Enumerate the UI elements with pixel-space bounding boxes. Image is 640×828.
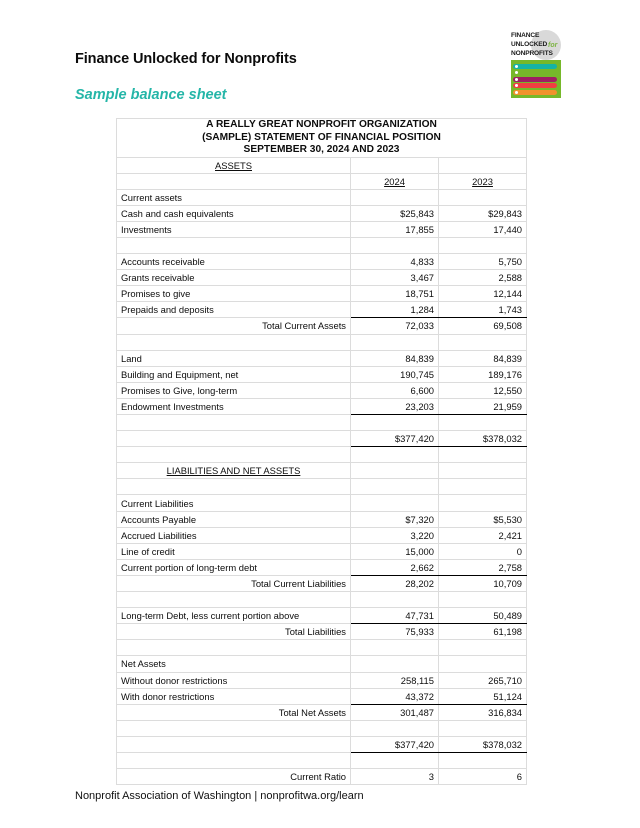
table-row-current-assets bbox=[117, 189, 527, 205]
logo-bar-dot-icon bbox=[515, 84, 518, 87]
assets-section-header bbox=[117, 157, 351, 173]
table-row bbox=[117, 350, 527, 366]
table-row-spacer bbox=[117, 447, 527, 463]
table-row-spacer bbox=[117, 592, 527, 608]
row-value-land-2024: 84,839 bbox=[351, 350, 439, 366]
table-row-spacer bbox=[117, 640, 527, 656]
empty-cell bbox=[439, 334, 527, 350]
empty-cell bbox=[351, 640, 439, 656]
row-value-promises-to-give-2023: 12,144 bbox=[439, 286, 527, 302]
empty-cell bbox=[351, 334, 439, 350]
page-header bbox=[0, 0, 640, 112]
row-value-without-donor-2023: 265,710 bbox=[439, 672, 527, 688]
logo-bar-dot-icon bbox=[515, 91, 518, 94]
empty-cell bbox=[351, 752, 439, 768]
row-value-total-liabilities-2024: 75,933 bbox=[351, 624, 439, 640]
row-value-promises-long-term-2023: 12,550 bbox=[439, 382, 527, 398]
assets-header-text: ASSETS bbox=[215, 159, 252, 171]
table-row-spacer bbox=[117, 720, 527, 736]
empty-cell bbox=[351, 157, 439, 173]
row-label-cash: Cash and cash equivalents bbox=[117, 205, 351, 221]
column-header-2024-text: 2024 bbox=[384, 175, 405, 187]
statement-title-cell bbox=[117, 119, 527, 158]
row-label-land: Land bbox=[117, 350, 351, 366]
page-title: Finance Unlocked for Nonprofits bbox=[75, 51, 297, 67]
table-row-column-headers bbox=[117, 173, 527, 189]
row-label-long-term-debt: Long-term Debt, less current portion above bbox=[117, 608, 351, 624]
row-value-accounts-payable-2024: $7,320 bbox=[351, 511, 439, 527]
empty-cell bbox=[439, 237, 527, 253]
logo-bar-1 bbox=[513, 64, 557, 69]
row-value-grants-receivable-2023: 2,588 bbox=[439, 270, 527, 286]
table-row bbox=[117, 382, 527, 398]
table-row bbox=[117, 688, 527, 704]
table-row-spacer bbox=[117, 334, 527, 350]
row-value-long-term-debt-2023: 50,489 bbox=[439, 608, 527, 624]
table-row-total-liabilities-and-net-assets bbox=[117, 736, 527, 752]
table-row-total-assets bbox=[117, 431, 527, 447]
table-row bbox=[117, 672, 527, 688]
table-row-liabilities-header bbox=[117, 463, 527, 479]
table-row bbox=[117, 366, 527, 382]
row-label-investments: Investments bbox=[117, 221, 351, 237]
table-row bbox=[117, 543, 527, 559]
column-header-2023-text: 2023 bbox=[472, 175, 493, 187]
row-value-endowment-2024: 23,203 bbox=[351, 398, 439, 414]
row-label-total-liabilities: Total Liabilities bbox=[117, 624, 351, 640]
row-value-prepaids-2023: 1,743 bbox=[439, 302, 527, 318]
finance-unlocked-logo bbox=[511, 30, 561, 98]
row-label-current-assets: Current assets bbox=[117, 189, 351, 205]
row-value-total-current-liabilities-2023: 10,709 bbox=[439, 575, 527, 591]
empty-cell bbox=[351, 479, 439, 495]
liabilities-section-header bbox=[117, 463, 351, 479]
row-value-total-assets-2023: $378,032 bbox=[439, 431, 527, 447]
page-footer: Nonprofit Association of Washington | nonprofitwa.org/learn bbox=[75, 790, 364, 802]
table-row-spacer bbox=[117, 479, 527, 495]
row-value-current-portion-ltd-2023: 2,758 bbox=[439, 559, 527, 575]
empty-cell bbox=[439, 640, 527, 656]
row-value-land-2023: 84,839 bbox=[439, 350, 527, 366]
row-label-with-donor-restrictions: With donor restrictions bbox=[117, 688, 351, 704]
table-row bbox=[117, 205, 527, 221]
table-row bbox=[117, 608, 527, 624]
table-row-spacer bbox=[117, 237, 527, 253]
table-row-assets-header bbox=[117, 157, 527, 173]
row-label-building: Building and Equipment, net bbox=[117, 366, 351, 382]
row-value-total-current-liabilities-2024: 28,202 bbox=[351, 575, 439, 591]
row-label-current-portion-ltd: Current portion of long-term debt bbox=[117, 559, 351, 575]
row-value-current-portion-ltd-2024: 2,662 bbox=[351, 559, 439, 575]
row-value-line-of-credit-2024: 15,000 bbox=[351, 543, 439, 559]
empty-cell bbox=[439, 720, 527, 736]
empty-cell bbox=[351, 495, 439, 511]
table-row-net-assets bbox=[117, 656, 527, 672]
row-label-total-liab-and-net-assets bbox=[117, 736, 351, 752]
empty-cell bbox=[351, 189, 439, 205]
empty-cell bbox=[439, 479, 527, 495]
table-row-title bbox=[117, 119, 527, 158]
table-row-total-net-assets bbox=[117, 704, 527, 720]
row-value-accounts-receivable-2023: 5,750 bbox=[439, 254, 527, 270]
empty-cell bbox=[117, 334, 351, 350]
logo-bars-group bbox=[511, 60, 561, 98]
statement-of-financial-position-table bbox=[116, 118, 527, 785]
row-value-accounts-payable-2023: $5,530 bbox=[439, 511, 527, 527]
column-header-2023 bbox=[439, 173, 527, 189]
empty-cell bbox=[117, 720, 351, 736]
logo-bar-dot-icon bbox=[515, 71, 518, 74]
row-value-without-donor-2024: 258,115 bbox=[351, 672, 439, 688]
row-value-accrued-liabilities-2023: 2,421 bbox=[439, 527, 527, 543]
row-value-cash-2023: $29,843 bbox=[439, 205, 527, 221]
empty-cell bbox=[117, 237, 351, 253]
row-label-total-assets bbox=[117, 431, 351, 447]
empty-cell bbox=[117, 447, 351, 463]
empty-cell bbox=[439, 656, 527, 672]
empty-cell bbox=[117, 415, 351, 431]
logo-bar-3 bbox=[513, 77, 557, 82]
row-label-accounts-receivable: Accounts receivable bbox=[117, 254, 351, 270]
table-row-total-current-liabilities bbox=[117, 575, 527, 591]
logo-bar-5 bbox=[513, 90, 557, 95]
table-row bbox=[117, 302, 527, 318]
row-label-promises-long-term: Promises to Give, long-term bbox=[117, 382, 351, 398]
empty-cell bbox=[351, 415, 439, 431]
logo-word-for: for bbox=[548, 42, 558, 49]
row-value-total-net-assets-2024: 301,487 bbox=[351, 704, 439, 720]
empty-cell bbox=[439, 415, 527, 431]
row-label-accounts-payable: Accounts Payable bbox=[117, 511, 351, 527]
row-label-promises-to-give: Promises to give bbox=[117, 286, 351, 302]
empty-cell bbox=[439, 752, 527, 768]
table-row bbox=[117, 270, 527, 286]
empty-cell bbox=[117, 592, 351, 608]
empty-cell bbox=[351, 463, 439, 479]
row-value-total-liab-net-assets-2024: $377,420 bbox=[351, 736, 439, 752]
table-row-current-liabilities bbox=[117, 495, 527, 511]
empty-cell bbox=[439, 463, 527, 479]
row-value-total-assets-2024: $377,420 bbox=[351, 431, 439, 447]
logo-bar-dot-icon bbox=[515, 78, 518, 81]
table-row bbox=[117, 527, 527, 543]
row-value-accounts-receivable-2024: 4,833 bbox=[351, 254, 439, 270]
row-label-endowment: Endowment Investments bbox=[117, 398, 351, 414]
table-row-spacer bbox=[117, 415, 527, 431]
logo-word-unlocked: UNLOCKED bbox=[511, 41, 548, 48]
table-row bbox=[117, 254, 527, 270]
table-row-spacer bbox=[117, 752, 527, 768]
row-label-total-current-assets: Total Current Assets bbox=[117, 318, 351, 334]
row-value-current-ratio-2023: 6 bbox=[439, 769, 527, 785]
row-value-accrued-liabilities-2024: 3,220 bbox=[351, 527, 439, 543]
row-label-line-of-credit: Line of credit bbox=[117, 543, 351, 559]
empty-cell bbox=[351, 447, 439, 463]
empty-cell bbox=[439, 157, 527, 173]
logo-bar-dot-icon bbox=[515, 65, 518, 68]
logo-bar-4 bbox=[513, 83, 557, 88]
empty-cell bbox=[351, 237, 439, 253]
logo-word-nonprofits: NONPROFITS bbox=[511, 50, 553, 57]
column-header-2024 bbox=[351, 173, 439, 189]
row-label-total-current-liabilities: Total Current Liabilities bbox=[117, 575, 351, 591]
empty-cell bbox=[117, 479, 351, 495]
row-label-current-liabilities: Current Liabilities bbox=[117, 495, 351, 511]
empty-cell bbox=[117, 752, 351, 768]
table-row bbox=[117, 398, 527, 414]
statement-title-line-1: A REALLY GREAT NONPROFIT ORGANIZATION bbox=[206, 119, 437, 130]
row-value-with-donor-2023: 51,124 bbox=[439, 688, 527, 704]
table-row-total-current-assets bbox=[117, 318, 527, 334]
row-value-long-term-debt-2024: 47,731 bbox=[351, 608, 439, 624]
statement-title-line-2: (SAMPLE) STATEMENT OF FINANCIAL POSITION bbox=[202, 131, 441, 143]
empty-cell bbox=[439, 592, 527, 608]
statement-title-line-3: SEPTEMBER 30, 2024 AND 2023 bbox=[243, 144, 400, 155]
empty-cell bbox=[439, 495, 527, 511]
empty-cell bbox=[351, 592, 439, 608]
table-row bbox=[117, 559, 527, 575]
row-value-line-of-credit-2023: 0 bbox=[439, 543, 527, 559]
table-row bbox=[117, 286, 527, 302]
empty-cell bbox=[117, 173, 351, 189]
row-label-without-donor-restrictions: Without donor restrictions bbox=[117, 672, 351, 688]
row-value-total-current-assets-2024: 72,033 bbox=[351, 318, 439, 334]
row-label-net-assets: Net Assets bbox=[117, 656, 351, 672]
row-value-with-donor-2024: 43,372 bbox=[351, 688, 439, 704]
row-value-building-2023: 189,176 bbox=[439, 366, 527, 382]
row-value-grants-receivable-2024: 3,467 bbox=[351, 270, 439, 286]
empty-cell bbox=[439, 447, 527, 463]
row-label-total-net-assets: Total Net Assets bbox=[117, 704, 351, 720]
logo-word-finance: FINANCE bbox=[511, 32, 540, 39]
row-value-cash-2024: $25,843 bbox=[351, 205, 439, 221]
table-row bbox=[117, 221, 527, 237]
row-value-total-net-assets-2023: 316,834 bbox=[439, 704, 527, 720]
row-label-prepaids: Prepaids and deposits bbox=[117, 302, 351, 318]
table-row-total-liabilities bbox=[117, 624, 527, 640]
row-label-accrued-liabilities: Accrued Liabilities bbox=[117, 527, 351, 543]
row-value-total-current-assets-2023: 69,508 bbox=[439, 318, 527, 334]
empty-cell bbox=[351, 720, 439, 736]
row-value-building-2024: 190,745 bbox=[351, 366, 439, 382]
logo-bar-2 bbox=[513, 70, 557, 75]
row-label-grants-receivable: Grants receivable bbox=[117, 270, 351, 286]
empty-cell bbox=[117, 640, 351, 656]
row-value-investments-2024: 17,855 bbox=[351, 221, 439, 237]
row-value-promises-long-term-2024: 6,600 bbox=[351, 382, 439, 398]
empty-cell bbox=[351, 656, 439, 672]
liabilities-header-text: LIABILITIES AND NET ASSETS bbox=[166, 465, 301, 477]
table-row-current-ratio bbox=[117, 769, 527, 785]
row-value-total-liabilities-2023: 61,198 bbox=[439, 624, 527, 640]
table-row bbox=[117, 511, 527, 527]
row-value-investments-2023: 17,440 bbox=[439, 221, 527, 237]
row-value-prepaids-2024: 1,284 bbox=[351, 302, 439, 318]
row-label-current-ratio: Current Ratio bbox=[117, 769, 351, 785]
row-value-current-ratio-2024: 3 bbox=[351, 769, 439, 785]
row-value-total-liab-net-assets-2023: $378,032 bbox=[439, 736, 527, 752]
row-value-endowment-2023: 21,959 bbox=[439, 398, 527, 414]
row-value-promises-to-give-2024: 18,751 bbox=[351, 286, 439, 302]
empty-cell bbox=[439, 189, 527, 205]
page-subtitle: Sample balance sheet bbox=[75, 87, 227, 103]
